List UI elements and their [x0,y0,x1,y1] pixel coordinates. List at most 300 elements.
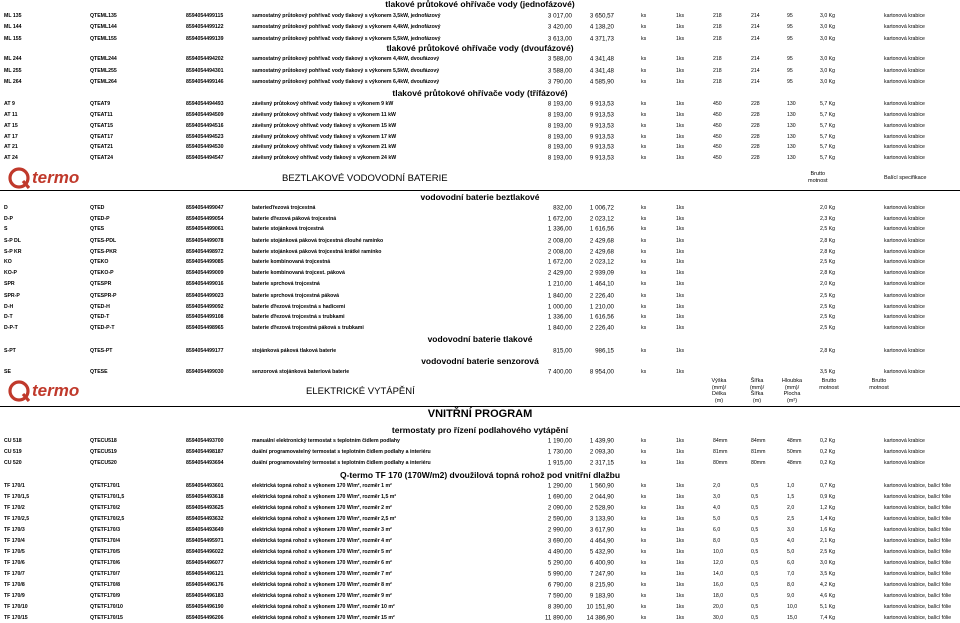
cell-ean: 8594054496190 [186,604,224,610]
cell-p2: 4 464,90 [589,537,614,545]
cell-q: 1ks [676,281,685,287]
cell-d1: 12,0 [713,560,724,566]
cell-d1: 218 [713,36,722,42]
cell-d2: 81mm [751,449,766,455]
cell-ean: 8594054496183 [186,593,224,599]
cell-code: ML 155 [4,36,22,42]
header-c1: Výška (mm)/ Délka (m) [711,378,727,404]
cell-desc: elektrická topná rohož s výkonem 170 W/m², rozměr 15 m² [252,615,395,621]
cell-d2: 0,5 [751,494,759,500]
cell-w: 2,1 Kg [820,538,835,544]
cell-d3: 95 [787,24,793,30]
cell-code: TF 170/5 [4,549,25,555]
cell-id: QTES-PDL [90,238,117,244]
cell-code: TF 170/15 [4,615,28,621]
cell-id: QTETF170/7 [90,571,120,577]
cell-d1: 6,0 [713,527,721,533]
cell-d1: 80mm [713,460,728,466]
cell-id: QTEAT17 [90,134,113,140]
cell-ean: 8594054499122 [186,24,224,30]
cell-w: 3,5 Kg [820,369,835,375]
cell-desc: baterie stojánková trojcestná [252,226,324,232]
cell-w: 5,1 Kg [820,604,835,610]
cell-q: 1ks [676,325,685,331]
cell-u: ks [641,36,647,42]
cell-d1: 218 [713,79,722,85]
cell-d1: 14,0 [713,571,724,577]
cell-desc: elektrická topná rohož s výkonem 170 W/m², rozměr 3 m² [252,527,392,533]
cell-w: 5,7 Kg [820,123,835,129]
q-logo-icon [8,380,30,402]
cell-desc: baterie sprchová trojcestná páková [252,293,340,299]
cell-u: ks [641,483,647,489]
product-row [0,458,960,468]
cell-w: 3,0 Kg [820,68,835,74]
header-c2: Šířka (mm)/ Šířka (m) [749,378,765,404]
cell-id: QTETF170/2 [90,505,120,511]
cell-q: 1ks [676,24,685,30]
cell-u: ks [641,438,647,444]
section-heading: vodovodní baterie beztlakové [420,192,540,202]
cell-q: 1ks [676,216,685,222]
section-heading: tlakové průtokové ohřívače vody (jednofázové) [385,0,575,9]
cell-w: 2,5 Kg [820,549,835,555]
cell-code: S-PT [4,348,16,354]
header-c3: Hloubka (mm)/ Plocha (m²) [781,378,803,404]
cell-q: 1ks [676,449,685,455]
cell-pk: kartonová krabice [884,36,925,42]
cell-code: TF 170/8 [4,582,25,588]
cell-code: TF 170/6 [4,560,25,566]
cell-desc: duální programovatelný termostat s teplotním čidlem podlahy a interiéru [252,460,431,466]
product-row [0,110,960,120]
cell-p1: 1 915,00 [547,459,572,467]
cell-d2: 228 [751,112,760,118]
cell-w: 5,7 Kg [820,144,835,150]
cell-desc: elektrická topná rohož s výkonem 170 W/m², rozměr 7 m² [252,571,392,577]
cell-p1: 8 193,00 [547,154,572,162]
cell-q: 1ks [676,314,685,320]
cell-code: ML 244 [4,56,22,62]
cell-id: QTETF170/1,5 [90,494,125,500]
cell-q: 1ks [676,505,685,511]
cell-id: QTED-H [90,304,110,310]
cell-p1: 1 190,00 [547,437,572,445]
cell-ean: 8594054494523 [186,134,224,140]
cell-p1: 7 400,00 [547,368,572,376]
cell-d1: 450 [713,144,722,150]
cell-code: D-P-T [4,325,18,331]
cell-desc: baterie kombinovaná trojcest. páková [252,270,345,276]
cell-desc: baterie kombinovaná trojcestná [252,259,331,265]
cell-ean: 8594054499146 [186,79,224,85]
cell-d1: 450 [713,112,722,118]
cell-ean: 8594054493618 [186,494,224,500]
cell-u: ks [641,293,647,299]
cell-w: 2,5 Kg [820,293,835,299]
cell-w: 3,0 Kg [820,56,835,62]
cell-ean: 8594054499016 [186,281,224,287]
product-row [0,602,960,612]
cell-w: 3,5 Kg [820,571,835,577]
cell-p2: 9 913,53 [589,122,614,130]
cell-d1: 4,0 [713,505,721,511]
cell-p1: 1 840,00 [547,292,572,300]
cell-w: 1,2 Kg [820,505,835,511]
brand-text: termo [32,168,80,187]
cell-pk: kartonová krabice [884,226,925,232]
cell-q: 1ks [676,438,685,444]
cell-p1: 8 193,00 [547,111,572,119]
cell-p2: 2 528,90 [589,504,614,512]
cell-pk: kartonová krabice, balící fólie [884,582,952,588]
cell-p2: 1 464,10 [589,280,614,288]
cell-p1: 832,00 [553,204,572,212]
product-row [0,525,960,535]
cell-w: 0,9 Kg [820,494,835,500]
cell-desc: samostatný průtokový pohřívač vody tlakový s výkonem 3,5kW, jednofázový [252,13,441,19]
cell-p1: 1 290,00 [547,482,572,490]
product-row [0,257,960,267]
cell-pk: kartonová krabice [884,79,925,85]
cell-p2: 14 386,90 [586,614,614,622]
cell-u: ks [641,460,647,466]
cell-d2: 84mm [751,438,766,444]
cell-pk: kartonová krabice [884,101,925,107]
cell-p1: 3 420,00 [547,23,572,31]
cell-ean: 8594054496022 [186,549,224,555]
cell-desc: závěsný průtokový ohřívač vody tlakový s výkonem 11 kW [252,112,396,118]
product-row [0,536,960,546]
product-row [0,224,960,234]
cell-u: ks [641,571,647,577]
cell-id: QTEAT9 [90,101,111,107]
cell-q: 1ks [676,13,685,19]
cell-w: 2,5 Kg [820,259,835,265]
cell-d3: 5,0 [787,549,795,555]
cell-code: S [4,226,8,232]
cell-q: 1ks [676,123,685,129]
cell-q: 1ks [676,604,685,610]
cell-d3: 10,0 [787,604,798,610]
cell-q: 1ks [676,68,685,74]
cell-pk: kartonová krabice [884,438,925,444]
cell-u: ks [641,593,647,599]
cell-p1: 1 336,00 [547,313,572,321]
cell-pk: kartonová krabice, balící fólie [884,516,952,522]
product-row [0,142,960,152]
cell-p1: 1 840,00 [547,324,572,332]
cell-desc: baterie ďřezová trojcestná páková s trubkami [252,325,364,331]
product-row [0,153,960,163]
cell-w: 0,2 Kg [820,449,835,455]
cell-pk: kartonová krabice, balící fólie [884,527,952,533]
cell-desc: závěsný průtokový ohřívač vody tlakový s výkonem 9 kW [252,101,394,107]
cell-u: ks [641,144,647,150]
cell-w: 3,0 Kg [820,79,835,85]
cell-p1: 5 990,00 [547,570,572,578]
cell-d3: 130 [787,101,796,107]
cell-p1: 8 193,00 [547,133,572,141]
cell-u: ks [641,56,647,62]
cell-code: TF 170/1,5 [4,494,30,500]
cell-code: TF 170/2,5 [4,516,30,522]
cell-u: ks [641,238,647,244]
cell-p1: 1 000,00 [547,303,572,311]
cell-d3: 48mm [787,438,802,444]
cell-w: 5,7 Kg [820,101,835,107]
cell-u: ks [641,249,647,255]
cell-pk: kartonová krabice [884,144,925,150]
termo-logo [8,380,79,402]
cell-w: 4,6 Kg [820,593,835,599]
cell-u: ks [641,325,647,331]
cell-code: TF 170/2 [4,505,25,511]
cell-p2: 10 151,90 [586,603,614,611]
cell-d1: 450 [713,155,722,161]
cell-d3: 9,0 [787,593,795,599]
cell-d2: 0,5 [751,527,759,533]
cell-id: QTEML264 [90,79,117,85]
cell-u: ks [641,155,647,161]
cell-pk: kartonová krabice [884,460,925,466]
cell-p1: 1 730,00 [547,448,572,456]
cell-u: ks [641,369,647,375]
cell-w: 3,0 Kg [820,24,835,30]
cell-ean: 8594054496206 [186,615,224,621]
cell-code: D-T [4,314,13,320]
cell-code: SPR-P [4,293,20,299]
cell-p1: 1 672,00 [547,258,572,266]
cell-p2: 1 616,56 [589,313,614,321]
cell-u: ks [641,112,647,118]
cell-d2: 214 [751,36,760,42]
cell-u: ks [641,270,647,276]
cell-pk: kartonová krabice [884,112,925,118]
cell-w: 0,7 Kg [820,483,835,489]
cell-ean: 8594054499061 [186,226,224,232]
cell-u: ks [641,505,647,511]
cell-id: QTETF170/4 [90,538,120,544]
cell-p1: 3 613,00 [547,35,572,43]
product-row [0,132,960,142]
cell-id: QTEML135 [90,13,117,19]
cell-code: D-H [4,304,14,310]
cell-q: 1ks [676,36,685,42]
cell-w: 3,0 Kg [820,560,835,566]
product-row [0,236,960,246]
cell-desc: elektrická topná rohož s výkonem 170 W/m², rozměr 2 m² [252,505,392,511]
cell-id: QTED [90,205,105,211]
cell-desc: samostatný průtokový pohřívač vody tlakový s výkonem 6,4kW, dvoufázový [252,79,440,85]
cell-d2: 228 [751,101,760,107]
cell-p1: 6 790,00 [547,581,572,589]
table-title: BEZTLAKOVÉ VODOVODNÍ BATERIE [282,173,448,184]
cell-d3: 95 [787,36,793,42]
cell-code: TF 170/4 [4,538,25,544]
cell-u: ks [641,538,647,544]
cell-d1: 5,0 [713,516,721,522]
cell-p2: 9 913,53 [589,100,614,108]
cell-q: 1ks [676,369,685,375]
cell-q: 1ks [676,538,685,544]
cell-id: QTEAT11 [90,112,113,118]
cell-q: 1ks [676,270,685,276]
cell-p1: 2 008,00 [547,248,572,256]
cell-desc: samostatný průtokový pohřívač vody tlakový s výkonem 4,4kW, jednofázový [252,24,441,30]
cell-w: 2,8 Kg [820,270,835,276]
cell-d1: 450 [713,101,722,107]
product-row [0,11,960,21]
cell-w: 2,0 Kg [820,205,835,211]
cell-p2: 2 044,90 [589,493,614,501]
cell-q: 1ks [676,249,685,255]
cell-w: 5,7 Kg [820,155,835,161]
cell-w: 2,5 Kg [820,304,835,310]
cell-id: QTEAT21 [90,144,113,150]
cell-desc: závěsný průtokový ohřívač vody tlakový s výkonem 24 kW [252,155,397,161]
cell-u: ks [641,516,647,522]
cell-ean: 8594054499078 [186,238,224,244]
cell-id: QTES-PT [90,348,113,354]
cell-p2: 9 913,53 [589,154,614,162]
cell-desc: elektrická topná rohož s výkonem 170 W/m², rozměr 1 m² [252,483,392,489]
product-row [0,77,960,87]
cell-u: ks [641,604,647,610]
cell-u: ks [641,13,647,19]
cell-ean: 8594054496077 [186,560,224,566]
cell-w: 3,0 Kg [820,36,835,42]
section-heading: tlakové průtokové ohřívače vody (třífázové) [392,88,568,98]
cell-pk: kartonová krabice [884,134,925,140]
cell-p1: 8 390,00 [547,603,572,611]
cell-pk: kartonová krabice [884,13,925,19]
cell-p2: 2 429,68 [589,248,614,256]
product-row [0,367,960,377]
cell-ean: 8594054494301 [186,68,224,74]
cell-d1: 10,0 [713,549,724,555]
product-row [0,547,960,557]
cell-q: 1ks [676,155,685,161]
cell-q: 1ks [676,593,685,599]
cell-q: 1ks [676,205,685,211]
cell-ean: 8594054498965 [186,325,224,331]
cell-p2: 4 341,48 [589,67,614,75]
section-heading: termostaty pro řízení podlahového vytápění [391,425,569,435]
cell-d2: 0,5 [751,483,759,489]
cell-u: ks [641,549,647,555]
cell-p2: 2 939,09 [589,269,614,277]
cell-d2: 0,5 [751,505,759,511]
cell-u: ks [641,314,647,320]
cell-id: QTEML255 [90,68,117,74]
cell-d1: 8,0 [713,538,721,544]
cell-pk: kartonová krabice [884,270,925,276]
cell-p1: 4 490,00 [547,548,572,556]
cell-u: ks [641,24,647,30]
cell-id: QTETF170/3 [90,527,120,533]
cell-w: 1,6 Kg [820,527,835,533]
cell-d1: 218 [713,68,722,74]
cell-pk: kartonová krabice [884,325,925,331]
cell-d2: 228 [751,134,760,140]
product-row [0,214,960,224]
cell-code: AT 17 [4,134,18,140]
cell-p2: 1 439,90 [589,437,614,445]
cell-pk: kartonová krabice, balící fólie [884,615,952,621]
cell-p2: 3 133,90 [589,515,614,523]
cell-desc: elektrická topná rohož s výkonem 170 W/m², rozměr 1,5 m² [252,494,397,500]
product-row [0,481,960,491]
cell-desc: závěsný průtokový ohřívač vody tlakový s výkonem 17 kW [252,134,397,140]
cell-pk: kartonová krabice [884,304,925,310]
cell-p2: 2 226,40 [589,292,614,300]
cell-p1: 8 193,00 [547,143,572,151]
cell-p2: 1 560,90 [589,482,614,490]
product-row [0,591,960,601]
cell-p2: 4 371,73 [589,35,614,43]
cell-d1: 18,0 [713,593,724,599]
cell-ean: 8594054496176 [186,582,224,588]
cell-p2: 3 650,57 [589,12,614,20]
header-line: motnost [808,177,828,184]
cell-d2: 0,5 [751,593,759,599]
cell-q: 1ks [676,494,685,500]
cell-d3: 130 [787,123,796,129]
cell-p1: 8 193,00 [547,100,572,108]
table-title: ELEKTRICKÉ VYTÁPĚNÍ [306,386,415,397]
cell-code: SPR [4,281,15,287]
cell-pk: kartonová krabice [884,348,925,354]
cell-ean: 8594054499108 [186,314,224,320]
cell-q: 1ks [676,293,685,299]
cell-pk: kartonová krabice, balící fólie [884,494,952,500]
cell-code: KO-P [4,270,17,276]
cell-q: 1ks [676,527,685,533]
cell-code: AT 24 [4,155,18,161]
cell-desc: baterie stojánková páková trojcestná krátké ramínko [252,249,382,255]
product-row [0,302,960,312]
cell-code: TF 170/9 [4,593,25,599]
cell-u: ks [641,494,647,500]
cell-pk: kartonová krabice, balící fólie [884,560,952,566]
cell-ean: 8594054494202 [186,56,224,62]
product-row [0,121,960,131]
cell-d1: 16,0 [713,582,724,588]
cell-d2: 0,5 [751,615,759,621]
cell-u: ks [641,68,647,74]
cell-code: ML 264 [4,79,22,85]
cell-q: 1ks [676,112,685,118]
cell-code: SE [4,369,11,375]
cell-desc: manuální elektronický termostat s teplotním čidlem podlahy [252,438,400,444]
cell-p1: 2 429,00 [547,269,572,277]
header-c4: Brutto motnost [819,378,839,391]
product-row [0,99,960,109]
cell-desc: elektrická topná rohož s výkonem 170 W/m², rozměr 4 m² [252,538,392,544]
cell-ean: 8594054499177 [186,348,224,354]
cell-ean: 8594054494516 [186,123,224,129]
cell-id: QTEML244 [90,56,117,62]
cell-id: QTECU519 [90,449,117,455]
cell-u: ks [641,259,647,265]
cell-p2: 9 913,53 [589,133,614,141]
cell-u: ks [641,216,647,222]
cell-p2: 5 432,90 [589,548,614,556]
cell-code: D [4,205,8,211]
cell-id: QTES-PKR [90,249,117,255]
cell-d3: 50mm [787,449,802,455]
